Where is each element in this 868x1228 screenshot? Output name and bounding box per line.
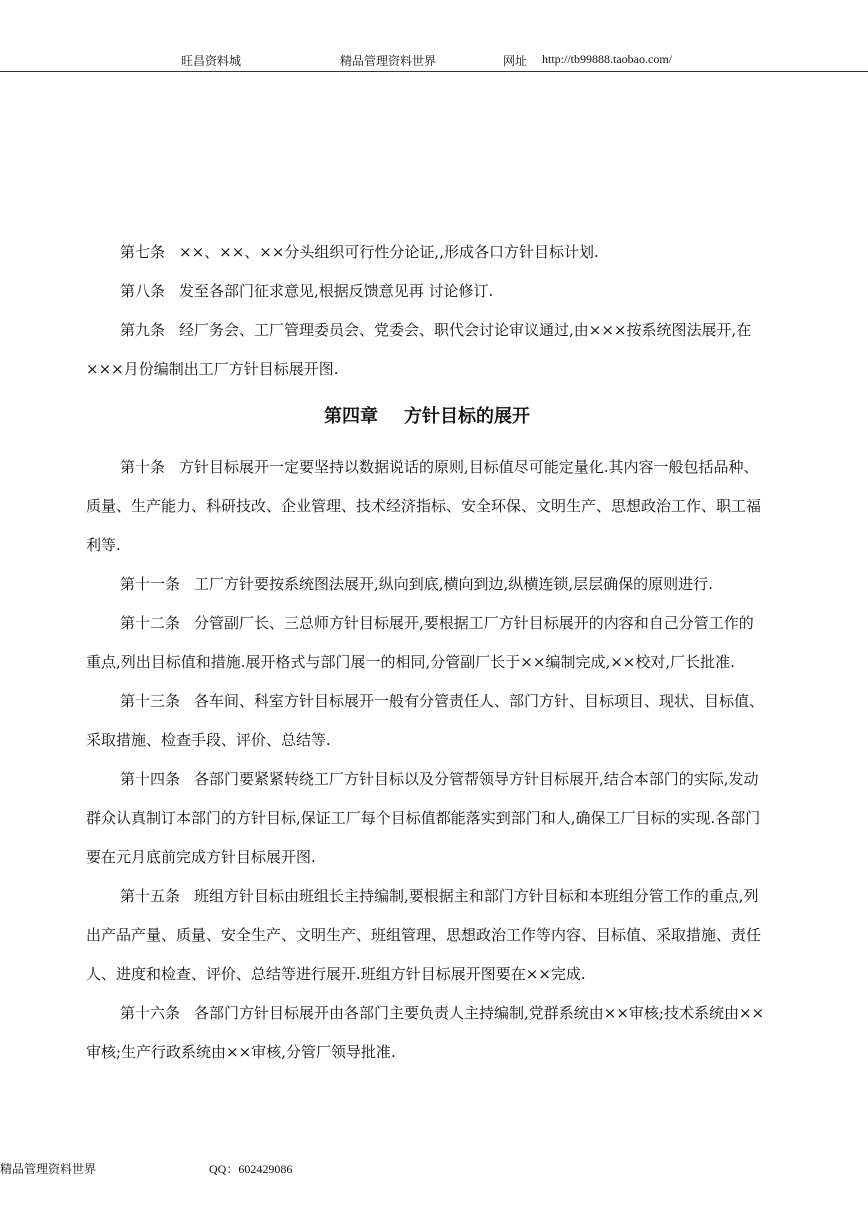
- article-text: ××、××、××分头组织可行性分论证,,形成各口方针目标计划.: [179, 243, 599, 261]
- page-header: [0, 52, 868, 72]
- article-13: [86, 682, 768, 760]
- article-7: [86, 233, 768, 272]
- article-number: 第十六条: [120, 1004, 181, 1022]
- article-number: 第十一条: [120, 575, 181, 593]
- article-number: 第十五条: [120, 887, 181, 905]
- article-14: [86, 760, 768, 877]
- chapter-title: 方针目标的展开: [404, 406, 530, 427]
- footer-qq: QQ：602429086: [209, 1162, 293, 1176]
- article-number: 第七条: [120, 243, 166, 261]
- article-text: 经厂务会、工厂管理委员会、党委会、职代会讨论审议通过,由×××按系统图法展开,在×××月份编制出工厂方针目标展开图.: [86, 321, 752, 378]
- article-text: 方针目标展开一定要坚持以数据说话的原则,目标值尽可能定量化.其内容一般包括品种、质量、生产能力、科研技改、企业管理、技术经济指标、安全环保、文明生产、思想政治工作、职工福利等.: [86, 458, 762, 554]
- header-divider: [0, 71, 868, 72]
- header-site-name: 精品管理资料世界: [340, 54, 437, 68]
- document-body: [86, 233, 768, 1072]
- article-number: 第八条: [120, 282, 166, 300]
- footer-site-name: 精品管理资料世界: [0, 1162, 97, 1176]
- article-number: 第十条: [120, 458, 166, 476]
- article-15: [86, 877, 768, 994]
- article-16: [86, 994, 768, 1072]
- article-number: 第九条: [120, 321, 166, 339]
- article-number: 第十二条: [120, 614, 181, 632]
- article-12: [86, 604, 768, 682]
- article-text: 工厂方针要按系统图法展开,纵向到底,横向到边,纵横连锁,层层确保的原则进行.: [194, 575, 713, 593]
- article-text: 发至各部门征求意见,根据反馈意见再 讨论修订.: [179, 282, 494, 300]
- header-shop-name: 旺昌资料城: [181, 54, 242, 68]
- article-9: [86, 311, 768, 389]
- article-8: [86, 272, 768, 311]
- article-11: [86, 565, 768, 604]
- article-text: 各部门要紧紧转绕工厂方针目标以及分管帮领导方针目标展开,结合本部门的实际,发动群众认真制订本部门的方针目标,保证工厂每个目标值都能落实到部门和人,确保工厂目标的实现.各部门要在元月底前完成方针目标展开图.: [86, 770, 761, 866]
- header-url-link[interactable]: http://tb99888.taobao.com/: [542, 52, 672, 66]
- chapter-number: 第四章: [324, 406, 378, 427]
- article-text: 班组方针目标由班组长主持编制,要根据主和部门方针目标和本班组分管工作的重点,列出产品产量、质量、安全生产、文明生产、班组管理、思想政治工作等内容、目标值、采取措施、责任人、进度和检查、评价、总结等进行展开.班组方针目标展开图要在××完成.: [86, 887, 762, 983]
- article-text: 分管副厂长、三总师方针目标展开,要根据工厂方针目标展开的内容和自己分管工作的重点,列出目标值和措施.展开格式与部门展一的相同,分管副厂长于××编制完成,××校对,厂长批准.: [86, 614, 754, 671]
- chapter-heading: [86, 389, 768, 448]
- article-text: 各部门方针目标展开由各部门主要负责人主持编制,党群系统由××审核;技术系统由××审核;生产行政系统由××审核,分管厂领导批准.: [86, 1004, 765, 1061]
- article-10: [86, 448, 768, 565]
- article-number: 第十三条: [120, 692, 181, 710]
- article-number: 第十四条: [120, 770, 181, 788]
- page-footer: [0, 1160, 868, 1176]
- article-text: 各车间、科室方针目标展开一般有分管责任人、部门方针、目标项目、现状、目标值、采取措施、检查手段、评价、总结等.: [86, 692, 765, 749]
- header-web-label: 网址: [503, 54, 528, 68]
